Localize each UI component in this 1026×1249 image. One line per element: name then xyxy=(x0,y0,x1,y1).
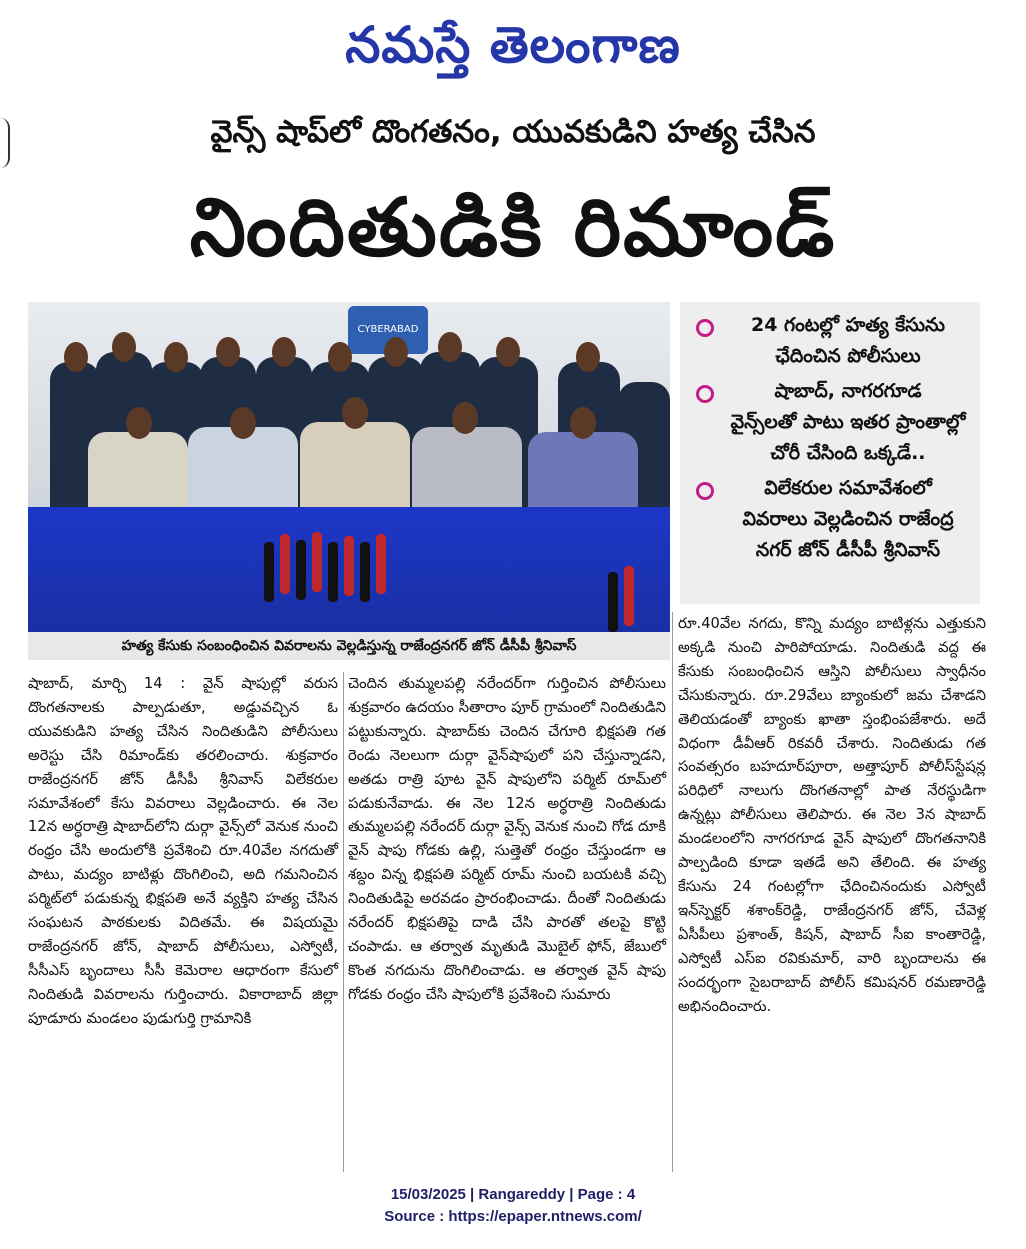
highlight-item xyxy=(680,310,980,372)
article-headline: నిందితుడికి రిమాండ్ xyxy=(189,181,837,274)
column-divider xyxy=(343,672,344,1172)
photo-microphone xyxy=(264,542,274,602)
photo-head xyxy=(576,342,600,372)
photo-head xyxy=(452,402,478,434)
photo-head xyxy=(570,407,596,439)
photo-microphone xyxy=(280,534,290,594)
highlights-box xyxy=(680,302,980,604)
article-kicker: వైన్స్ షాప్‌లో దొంగతనం, యువకుడిని హత్య చేసిన xyxy=(210,114,816,150)
photo-head xyxy=(164,342,188,372)
photo-head xyxy=(342,397,368,429)
photo-head xyxy=(328,342,352,372)
newspaper-masthead: నమస్తే తెలంగాణ xyxy=(345,15,681,74)
page-footer xyxy=(0,1184,1026,1228)
bullet-icon xyxy=(696,482,714,500)
photo-microphone xyxy=(376,534,386,594)
article-paragraph: షాబాద్, మార్చి 14 : వైన్ షాపుల్లో వరుస దొంగతనాలకు పాల్పడుతూ, అడ్డువచ్చిన ఓ యువకుడిని హత్య చేసిన నిందితుడిని పోలీసులు అరెస్టు చేసి రిమాండ్‌కు తరలించారు. శుక్రవారం రాజేంద్రనగర్ జోన్ డీసీపీ శ్రీనివాస్ విలేకరుల సమావేశంలో కేసు వివరాలు వెల్లడించారు. ఈ నెల 12న అర్ధరాత్రి షాబాద్‌లోని దుర్గా వైన్స్‌లో వెనుక నుంచి రంధ్రం చేసి అందులోకి ప్రవేశించి రూ.40వేల నగదుతో పాటు, మద్యం బాటిళ్లు దొంగిలించి, అది గమనించిన పర్మిట్‌లో పడుకున్న భిక్షపతి అనే వ్యక్తిని హత్య చేసిన సంఘటన పాఠకులకు విదితమే. ఈ విషయమై రాజేంద్రనగర్ జోన్, షాబాద్ పోలీసులు, ఎస్వోటీ, సీసీఎస్ బృందాలు సీసీ కెమెరాల ఆధారంగా కేసులో నిందితుడి వివరాలను గుర్తించారు. వికారాబాద్ జిల్లా పూడూరు మండలం పుడుగుర్తి గ్రామానికి xyxy=(28,675,338,1027)
press-meet-photo xyxy=(28,302,670,632)
photo-caption: హత్య కేసుకు సంబంధించిన వివరాలను వెల్లడిస్తున్న రాజేంద్రనగర్ జోన్ డీసీపీ శ్రీనివాస్ xyxy=(28,632,670,660)
photo-microphone xyxy=(608,572,618,632)
article-paragraph: రూ.40వేల నగదు, కొన్ని మద్యం బాటిళ్లను ఎత్తుకుని అక్కడి నుంచి పారిపోయాడు. నిందితుడి వద్ద ఈ కేసుకు సంబంధించిన ఆస్తిని పోలీసులు స్వాధీనం చేసుకున్నారు. రూ.29వేలు బ్యాంకులో జమ చేశాడని తెలియడంతో బ్యాంకు ఖాతా స్తంభింపజేశారు. అదే విధంగా డీవీఆర్ రికవరీ చేశారు. నిందితుడు గత సంవత్సరం బహదూర్‌పూరా, అత్తాపూర్ పోలీస్‌స్టేషన్ల పరిధిలో నాలుగు దొంగతనాల్లో పాత నేరస్థుడిగా ఉన్నట్లు పోలీసులు తెలిపారు. ఈ నెల 3న షాబాద్ మండలంలోని నాగరగూడ వైన్ షాపులో దొంగతనానికి పాల్పడింది కూడా ఇతడే అని తేలింది. ఈ హత్య కేసును 24 గంటల్లోగా ఛేదించినందుకు ఎస్వోటీ ఇన్‌స్పెక్టర్ శశాంక్‌రెడ్డి, రాజేంద్రనగర్ జోన్, చేవెళ్ల ఏసీపీలు ప్రశాంత్, కిషన్, షాబాద్ సీఐ కాంతారెడ్డి, ఎస్వోటీ ఎస్ఐ రవికుమార్, వారి బృందాలను ఈ సందర్భంగా సైబరాబాద్ పోలీస్ కమిషనర్ రమణారెడ్డి అభినందించారు. xyxy=(678,615,986,1015)
edition-info: 15/03/2025 | Rangareddy | Page : 4 xyxy=(390,1186,636,1203)
photo-head xyxy=(496,337,520,367)
article-paragraph: చెందిన తుమ్మలపల్లి నరేందర్‌గా గుర్తించిన పోలీసులు శుక్రవారం ఉదయం సీతారాం పూర్ గ్రామంలో నిందితుడిని పట్టుకున్నారు. షాబాద్‌కు చెందిన చేగూరి భిక్షపతి గత రెండు నెలలుగా దుర్గా వైన్‌షాపులో పని చేస్తున్నాడని, అతడు రాత్రి పూట వైన్ షాపులోని పర్మిట్ రూమ్‌లో పడుకునేవాడు. ఈ నెల 12న అర్ధరాత్రి నిందితుడు తుమ్మలపల్లి నరేందర్ దుర్గా వైన్స్ వెనుక నుంచి గోడ దూకి వైన్ షాపు గోడకు ఉల్లి, సుత్తెతో రంధ్రం చేస్తుండగా ఆ శబ్దం విన్న భిక్షపతి పర్మిట్ రూమ్ నుంచి బయటకి వచ్చి నిందితుడిపై అరవడం ప్రారంభించాడు. దీంతో నిందితుడు నరేందర్ భిక్షపతిపై దాడి చేసి పారతో తలపై కొట్టి చంపాడు. ఆ తర్వాత మృతుడి మొబైల్ ఫోన్, జేబులో కొంత నగదును దొంగిలించాడు. ఆ తర్వాత వైన్ షాపు గోడకు రంధ్రం చేసి షాపులోకి ప్రవేశించి సుమారు xyxy=(348,675,666,1003)
photo-microphone xyxy=(328,542,338,602)
photo-head xyxy=(64,342,88,372)
article-column-3 xyxy=(678,612,986,1018)
photo-microphone xyxy=(312,532,322,592)
police-logo: CYBERABAD xyxy=(348,306,428,354)
photo-head xyxy=(216,337,240,367)
source-info: Source : https://epaper.ntnews.com/ xyxy=(384,1208,642,1225)
highlight-item xyxy=(680,473,980,566)
highlight-text: 24 గంటల్లో హత్య కేసును ఛేదించిన పోలీసులు xyxy=(751,314,945,367)
photo-head xyxy=(112,332,136,362)
photo-head xyxy=(272,337,296,367)
bullet-icon xyxy=(696,319,714,337)
highlight-text: షాబాద్, నాగరగూడ వైన్స్‌లతో పాటు ఇతర ప్రాంతాల్లో చోరీ చేసింది ఒక్కడే.. xyxy=(730,380,966,464)
photo-microphone xyxy=(624,566,634,626)
photo-head xyxy=(126,407,152,439)
photo-head xyxy=(438,332,462,362)
photo-microphone xyxy=(360,542,370,602)
photo-head xyxy=(230,407,256,439)
highlight-item xyxy=(680,376,980,469)
bullet-icon xyxy=(696,385,714,403)
column-divider xyxy=(672,612,673,1172)
photo-head xyxy=(384,337,408,367)
photo-microphone xyxy=(296,540,306,600)
article-column-2 xyxy=(348,672,666,1007)
highlight-text: విలేకరుల సమావేశంలో వివరాలు వెల్లడించిన రాజేంద్ర నగర్ జోన్ డీసీపీ శ్రీనివాస్ xyxy=(742,477,954,561)
photo-microphone xyxy=(344,536,354,596)
article-column-1 xyxy=(28,672,338,1031)
